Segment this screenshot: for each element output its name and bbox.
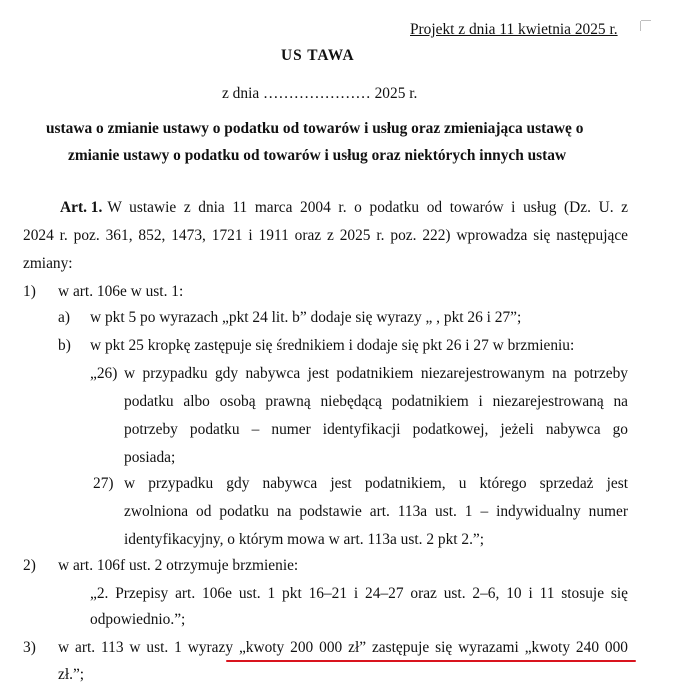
quoted-point-27-number: 27) <box>93 475 114 492</box>
quoted-point-26-line-1: w przypadku gdy nabywca jest podatnikiem niezarejestrowanym na potrzeby <box>124 365 628 382</box>
art1-label: Art. 1. <box>60 199 103 216</box>
point-3-line-1: w art. 113 w ust. 1 wyrazy „kwoty 200 000 zł” zastępuje się wyrazami „kwoty 240 000 <box>58 639 628 656</box>
act-subtitle-line-2: zmianie ustawy o podatku od towarów i usług oraz niektórych innych ustaw <box>68 147 567 164</box>
point-2-quote-line-1: „2. Przepisy art. 106e ust. 1 pkt 16–21 i 24–27 oraz ust. 2–6, 10 i 11 stosuje się <box>90 585 628 602</box>
point-1a-letter: a) <box>58 309 70 326</box>
art1-intro-line-2: 2024 r. poz. 361, 852, 1473, 1721 i 1911 oraz z 2025 r. poz. 222) wprowadza się następujące <box>23 227 628 244</box>
quoted-point-26-line-4: posiada; <box>124 449 176 466</box>
project-date-line: Projekt z dnia 11 kwietnia 2025 r. <box>410 21 618 38</box>
art1-intro-text-1: W ustawie z dnia 11 marca 2004 r. o podatku od towarów i usług (Dz. U. z <box>107 199 628 216</box>
point-2-number: 2) <box>23 557 36 574</box>
quoted-point-26-line-2: podatku albo osobą prawną niebędącą podatnikiem i niezarejestrowaną na <box>124 393 628 410</box>
page-corner-mark <box>641 20 651 21</box>
page-corner-mark <box>640 21 641 31</box>
point-1b-letter: b) <box>58 337 71 354</box>
red-highlight-underline <box>226 660 636 662</box>
point-1a-text: w pkt 5 po wyrazach „pkt 24 lit. b” dodaje się wyrazy „ , pkt 26 i 27”; <box>90 309 522 326</box>
quoted-point-27-line-1: w przypadku gdy nabywca jest podatnikiem, u którego sprzedaż jest <box>124 475 628 492</box>
point-2-text: w art. 106f ust. 2 otrzymuje brzmienie: <box>58 557 299 574</box>
point-1-text: w art. 106e w ust. 1: <box>58 283 184 300</box>
quoted-point-27-line-2: zwolniona od podatku na podstawie art. 113a ust. 1 – indywidualny numer <box>124 503 628 520</box>
quoted-point-27-line-3: identyfikacyjny, o którym mowa w art. 113a ust. 2 pkt 2.”; <box>124 531 485 548</box>
quoted-point-26-line-3: potrzeby podatku – numer identyfikacji podatkowej, jeżeli nabywca go <box>124 421 628 438</box>
act-date-line: z dnia ………………… 2025 r. <box>222 85 418 102</box>
point-1-number: 1) <box>23 283 36 300</box>
art1-intro-line-1 <box>60 200 628 215</box>
act-title: US TAWA <box>281 47 355 64</box>
art1-intro-line-3: zmiany: <box>23 255 73 272</box>
act-subtitle-line-1: ustawa o zmianie ustawy o podatku od towarów i usług oraz zmieniająca ustawę o <box>46 120 584 137</box>
quoted-point-26-number: „26) <box>90 365 118 382</box>
point-1b-text: w pkt 25 kropkę zastępuje się średnikiem i dodaje się pkt 26 i 27 w brzmieniu: <box>90 337 575 354</box>
point-2-quote-line-2: odpowiednio.”; <box>90 611 186 628</box>
point-3-line-2: zł.”; <box>58 666 85 683</box>
point-3-number: 3) <box>23 639 36 656</box>
